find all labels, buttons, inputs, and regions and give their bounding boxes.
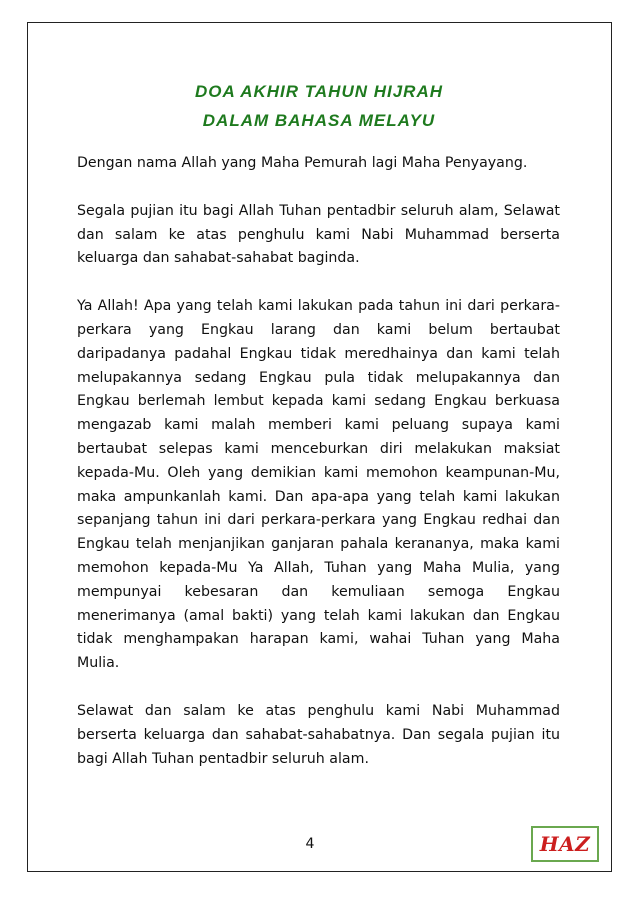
author-badge (531, 826, 599, 862)
document-title-line-2: DALAM BAHASA MELAYU (202, 111, 436, 130)
page-number: 4 (305, 836, 315, 852)
document-body (77, 152, 560, 795)
paragraph-closing: Selawat dan salam ke atas penghulu kami Nabi Muhammad berserta keluarga dan sahabat-sahabatnya. Dan segala pujian itu bagi Allah Tuhan pentadbir seluruh alam. (77, 702, 560, 767)
paragraph-praise: Segala pujian itu bagi Allah Tuhan pentadbir seluruh alam, Selawat dan salam ke atas penghulu kami Nabi Muhammad berserta keluarga dan sahabat-sahabat baginda. (77, 202, 560, 267)
document-title-line-1: DOA AKHIR TAHUN HIJRAH (194, 82, 444, 101)
paragraph-prayer: Ya Allah! Apa yang telah kami lakukan pada tahun ini dari perkara-perkara yang Engkau larang dan kami belum bertaubat daripadanya padahal Engkau tidak meredhainya dan kami telah melupakannya sedang Engkau pula tidak melupakannya dan Engkau berlemah lembut kepada kami sedang Engkau berkuasa mengazab kami malah memberi kami peluang supaya kami bertaubat selepas kami menceburkan diri melakukan maksiat kepada-Mu. Oleh yang demikian kami memohon keampunan-Mu, maka ampunkanlah kami. Dan apa-apa yang telah kami lakukan sepanjang tahun ini dari perkara-perkara yang Engkau redhai dan Engkau telah menjanjikan ganjaran pahala kerananya, maka kami memohon kepada-Mu Ya Allah, Tuhan yang Maha Mulia, yang mempunyai kebesaran dan kemuliaan semoga Engkau menerimanya (amal bakti) yang telah kami lakukan dan Engkau tidak menghampakan harapan kami, wahai Tuhan yang Maha Mulia. (77, 298, 560, 672)
author-badge-label: HAZ (539, 832, 591, 856)
paragraph-opening: Dengan nama Allah yang Maha Pemurah lagi Maha Penyayang. (77, 155, 528, 171)
